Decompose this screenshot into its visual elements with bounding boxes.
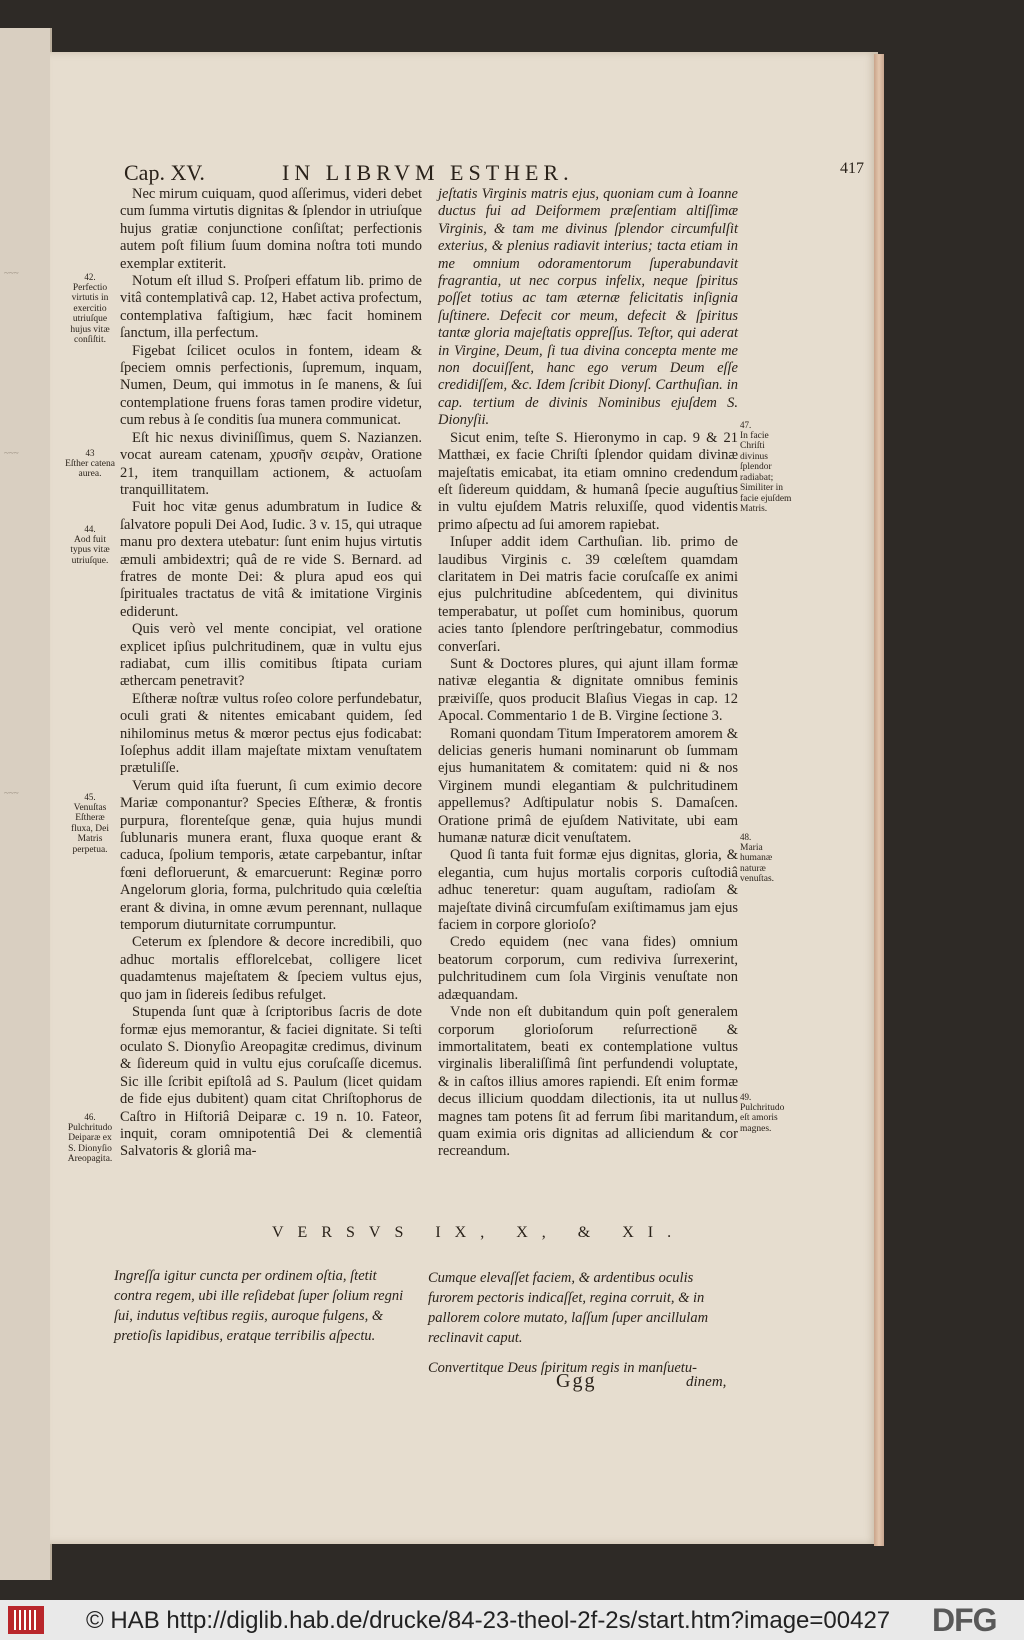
margin-note-number: 45. [84, 792, 96, 802]
margin-note [64, 1112, 116, 1165]
paragraph: Quis verò vel mente concipiat, vel oratione explicet ipſius pulchritudinem, quæ in vultu ejus radiabat, cum illis comitibus ſtipata curiam æthercam penetravit? [120, 621, 422, 690]
paragraph: Eſt hic nexus diviniſſimus, quem S. Nazianzen. vocat auream catenam, χρυσῆν σειρὰν, Oratione 21, item tranquillam actionem, & actuoſam tranquillitatem. [120, 429, 422, 498]
dfg-logo: DFG [932, 1602, 997, 1638]
page-number: 417 [840, 160, 864, 177]
verse-text: Cumque elevaſſet faciem, & ardentibus oculis furorem pectoris indicaſſet, regina corruit, & in pallorem colore mutato, laſſum ſuper ancillulam reclinavit caput. [428, 1270, 709, 1346]
chapter-label: Cap. XV. [124, 160, 205, 185]
paragraph: Eſtheræ noſtræ vultus roſeo colore perfundebatur, oculi grati & nitentes emicabant quidem, ſed nihilominus metus & mœror pectus ejus fodicabat: Ioſephus addit illam majeſtate mixtam venuſtatem prætuliſſe. [120, 690, 422, 777]
paragraph: jeſtatis Virginis matris ejus, quoniam cum à Ioanne ductus fui ad Deiformem præſentiam altiſſimæ Virginis, & tam me divinus ſplendor circumfulſit exterius, & plenius radiavit interius; tacta etiam in me omnium odoramentorum ſuperabundavit fragrantia, ut nec corpus infelix, neque ſpiritus poſſet totius ac tam æternæ felicitatis inſignia ſuſtinere. Defecit cor meum, defecit & ſpiritus tantæ gloria majeſtatis oppreſſus. Teſtor, qui aderat in Virgine, Deum, ſi tua divina concepta mente me non docuiſſent, hanc ego verum Deum eſſe credidiſſem, &c. Idem ſcribit Dionyſ. Carthuſian. in cap. tertium de divinis Nominibus ejuſdem S. Dionyſii. [438, 186, 738, 429]
margin-note [740, 1092, 792, 1134]
copyright-link[interactable]: © HAB http://diglib.hab.de/drucke/84-23-theol-2f-2s/start.htm?image=00427 [86, 1607, 891, 1634]
paragraph: Inſuper addit idem Carthuſian. lib. primo de laudibus Virginis c. 39 cœleſtem quamdam claritatem in Dei matris facie coruſcaſſe ex animi ejus pulchritudine abſcedentem, qui divinitus temperabatur, ut poſſet cum hominibus, quorum acies tanto ſplendore perſtringebatur, commodius converſari. [438, 534, 738, 655]
library-logo-icon [8, 1606, 44, 1634]
catchword: dinem, [686, 1374, 727, 1390]
right-text-column [438, 186, 738, 1161]
paragraph: Vnde non eſt dubitandum quin poſt generalem corporum glorioſorum reſurrectionē & immortalitatem, beati ex contemplatione vultus virginalis liberaliſſimâ ſint perfundendi voluptate, & in caſtos illius amores rapiendi. Eſt enim formæ decus illicium quoddam dilectionis, ita ut nullus magnes tam potens ſit ad ferrum ſibi maritandum, quam eximia oris dignitas ad alliciendum & cor recreandum. [438, 1004, 738, 1160]
margin-note-text: Aod fuit typus vitæ utriuſque. [70, 534, 110, 566]
margin-note-text: Eſther catena aurea. [65, 458, 115, 479]
paragraph: Romani quondam Titum Imperatorem amorem & delicias generis humani nominarunt ob ſummam ejus humanitatem & comitatem: quid ni & nos Virginem mundi elegantiam & pulchritudinem appellemus? Adſtipulatur nobis S. Damaſcen. Oratione primâ de ejuſdem Nativitate, ubi eam humanæ naturæ dicit venuſtatem. [438, 725, 738, 847]
margin-note [740, 420, 792, 515]
margin-note-number: 49. [740, 1092, 752, 1102]
left-text-column [120, 186, 422, 1161]
margin-note-number: 43 [85, 448, 95, 458]
paragraph: Sunt & Doctores plures, qui ajunt illam formæ nativæ elegantia & dignitate omnibus feminis præiviſſe, quos producit Blaſius Viegas in cap. 12 Apocal. Commentario 1 de B. Virgine ſectione 3. [438, 655, 738, 725]
paragraph: Stupenda ſunt quæ à ſcriptoribus ſacris de dote formæ ejus memorantur, & faciei dignitate. Si teſti oculato S. Dionyſio Areopagitæ credimus, divinum & ſidereum quid in vultu ejus coruſcaſſe dicemus. Sic ille ſcribit epiſtolâ ad S. Paulum (licet quidam de fide ejus dubitent) quam citat Chriſtophorus de Caſtro in Hiſtoriâ Deiparæ c. 19 n. 10. Fateor, inquit, coram omnipotentiâ Dei & clementiâ Salvatoris & gloriâ ma- [120, 1004, 422, 1160]
paragraph: Credo equidem (nec vana fides) omnium beatorum corporum, cum rediviva ſurrexerint, pulchritudinem cum ſola Virginis venuſtate non adæquandam. [438, 934, 738, 1003]
margin-note-text: Pulchritudo Deiparæ ex S. Dionyſio Areopagita. [67, 1122, 113, 1164]
margin-note [64, 448, 116, 480]
signature-mark: Ggg [556, 1370, 597, 1392]
margin-note-text: Perfectio virtutis in exercitio utriuſque hujus vitæ conſiſtit. [70, 282, 110, 345]
paragraph: Ceterum ex ſplendore & decore incredibili, quo adhuc mortalis efflorelcebat, colligere licet quadamtenus majeſtatem & ſpeciem vultus ejus, quo jam in ſidereis ſedibus refulget. [120, 934, 422, 1003]
paragraph: Quod ſi tanta fuit formæ ejus dignitas, gloria, & elegantia, cum hujus mortalis corporis cuſtodiâ adhuc teneretur: quam auguſtam, radioſam & majeſtate divinâ circumfuſam exiſtimamus jam ejus faciem in corpore glorioſo? [438, 847, 738, 934]
paragraph: Fuit hoc vitæ genus adumbratum in Iudice & ſalvatore populi Dei Aod, Iudic. 3 v. 15, qui utraque manu pro dextera utebatur: ſunt enim hujus virtutis æmuli ambidextri; quâ de re vide S. Bernard. ad fratres de monte Dei: & plura apud eos qui ſpirituales tractatus de vitâ & imitatione Virginis ediderunt. [120, 499, 422, 620]
book-title: IN LIBRVM ESTHER. [282, 160, 574, 185]
margin-note-number: 42. [84, 272, 96, 282]
margin-note-text: Venuſtas Eſtheræ fluxa, Dei Matris perpetua. [71, 802, 109, 855]
section-heading: VERSVS IX, X, & XI. [272, 1224, 686, 1241]
margin-note-text: Maria humanæ naturæ venuſtas. [740, 842, 775, 884]
paragraph: Sicut enim, teſte S. Hieronymo in cap. 9 & 21 Matthæi, ex facie Chriſti ſplendor quidam divinæ majeſtatis emicabat, ita etiam omnino credendum eſt ſidereum quiddam, & humanâ ſpecie auguſtius in vultu ejuſdem Matris reluxiſſe, quod videntis primo aſpectu ad ſui amorem rapiebat. [438, 429, 738, 533]
paragraph: Notum eſt illud S. Proſperi effatum lib. primo de vitâ contemplativâ cap. 12, Habet activa profectum, contemplativa faſtigium, hæc facit hominem ſanctum, illa perfectum. [120, 273, 422, 342]
margin-note-text: In facie Chriſti divinus ſplendor radiabat; Similiter in facie ejuſdem Matris. [740, 430, 792, 514]
previous-page-edge: ~~~ ~~~ ~~~ [0, 28, 52, 1580]
margin-note-number: 44. [84, 524, 96, 534]
paragraph: Figebat ſcilicet oculos in fontem, ideam & ſpeciem omnis perfectionis, ſupremum, inquam, Numen, Deum, qui immotus in ſe manens, & ſui contemplatione fruens foras tamen prodire videtur, cum rebus à ſe conditis ſua munera communicat. [120, 342, 422, 429]
verse-text-right [428, 1268, 732, 1378]
margin-note-number: 48. [740, 832, 752, 842]
margin-note [64, 524, 116, 566]
viewer-footer [0, 1600, 1024, 1640]
page-fore-edge [874, 54, 884, 1546]
margin-note [740, 832, 792, 885]
margin-note-text: Pulchritudo eſt amoris magnes. [740, 1102, 785, 1134]
margin-note-number: 47. [740, 420, 752, 430]
margin-note [64, 792, 116, 855]
margin-note-number: 46. [84, 1112, 96, 1122]
paragraph: Verum quid iſta fuerunt, ſi cum eximio decore Mariæ componantur? Species Eſtheræ, & frontis purpura, florenteſque genæ, quia hujus mundi ſublunaris munera erant, fluxa quoque erant & caduca, ſpolium temporis, ætate carpebantur, inſtar fœni defloruerunt, & emarcuerunt: Reginæ porro Angelorum gloria, forma, pulchritudo quia cœleſtia erant & divina, in omne ævum perennant, nullaque temporum diuturnitate corrumpuntur. [120, 777, 422, 934]
paragraph: Nec mirum cuiquam, quod aſſerimus, videri debet cum ſumma virtutis dignitas & ſplendor in utriuſque hujus gratiæ conjunctione conſiſtat; perfectionis autem poſt filium ſuum domina noſtra toti mundo exemplar extiterit. [120, 186, 422, 272]
verse-continuation: Convertitque Deus ſpiritum regis in manſuetu- [428, 1360, 697, 1376]
margin-note [64, 272, 116, 346]
verse-text: Ingreſſa igitur cuncta per ordinem oſtia, ſtetit contra regem, ubi ille reſidebat ſuper ſolium regni ſui, indutus veſtibus regiis, auroque fulgens, & pretioſis lapidibus, eratque terribilis aſpectu. [114, 1268, 404, 1344]
